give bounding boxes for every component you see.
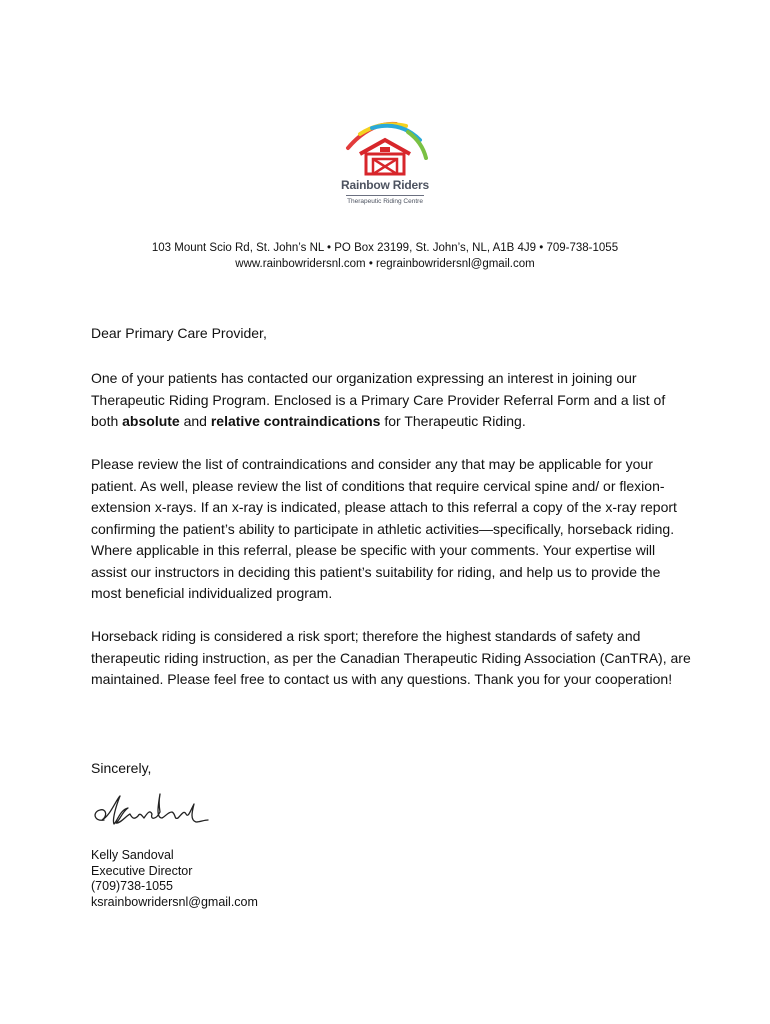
- paragraph-safety: [91, 626, 691, 691]
- intro-text: One of your patients has contacted our organization expressing an interest in joining our Therapeutic Riding Program. Enclosed is a Primary Care Provider Referral Form and a list of both: [91, 370, 666, 429]
- signer-phone: (709)738-1055: [91, 879, 174, 893]
- salutation: Dear Primary Care Provider,: [91, 325, 267, 341]
- signer-title: Executive Director: [91, 863, 193, 878]
- paragraph-intro: [91, 368, 691, 433]
- review-text: Please review the list of contraindications and consider any that may be applicable for your patient. As well, please review the list of conditions that require cervical spine and/ or flexion-extension x-rays. If an x-ray is indicated, please attach to this referral a copy of the x-ray report confirming the patient’s ability to participate in athletic activities—specifically, horseback riding. Where applicable in this referral, please be specific with your comments. Your expertise will assist our instructors in deciding this patient’s suitability for riding, and help us to provide the most beneficial individualized program.: [91, 456, 677, 601]
- letterhead-address: [0, 240, 770, 272]
- signer-name: Kelly Sandoval: [91, 848, 174, 862]
- bold-relative-contraindications: relative contraindications: [210, 413, 381, 429]
- safety-text: Horseback riding is considered a risk sport; therefore the highest standards of safety and therapeutic riding instruction, as per the Canadian Therapeutic Riding Association (CanTRA), are maintained. Please feel free to contact us with any questions. Thank you for your cooperation!: [91, 628, 691, 687]
- rainbow-barn-icon: [330, 118, 440, 180]
- signature-block: [91, 848, 258, 910]
- address-line: 103 Mount Scio Rd, St. John’s NL • PO Box 23199, St. John’s, NL, A1B 4J9 • 709-738-1055: [151, 242, 619, 254]
- contact-line: www.rainbowridersnl.com • regrainbowridersnl@gmail.com: [235, 258, 535, 270]
- logo-tagline: Therapeutic Riding Centre: [347, 198, 423, 205]
- intro-text-end: for Therapeutic Riding.: [380, 413, 526, 429]
- signer-email: ksrainbowridersnl@gmail.com: [91, 894, 258, 909]
- paragraph-review: [91, 454, 691, 605]
- bold-absolute: absolute: [122, 413, 180, 429]
- logo-divider: [346, 195, 424, 196]
- organization-logo: [330, 118, 440, 214]
- logo-name: Rainbow Riders: [341, 178, 429, 192]
- closing: Sincerely,: [91, 760, 152, 776]
- intro-text-and: and: [179, 413, 211, 429]
- handwritten-signature: [90, 790, 210, 835]
